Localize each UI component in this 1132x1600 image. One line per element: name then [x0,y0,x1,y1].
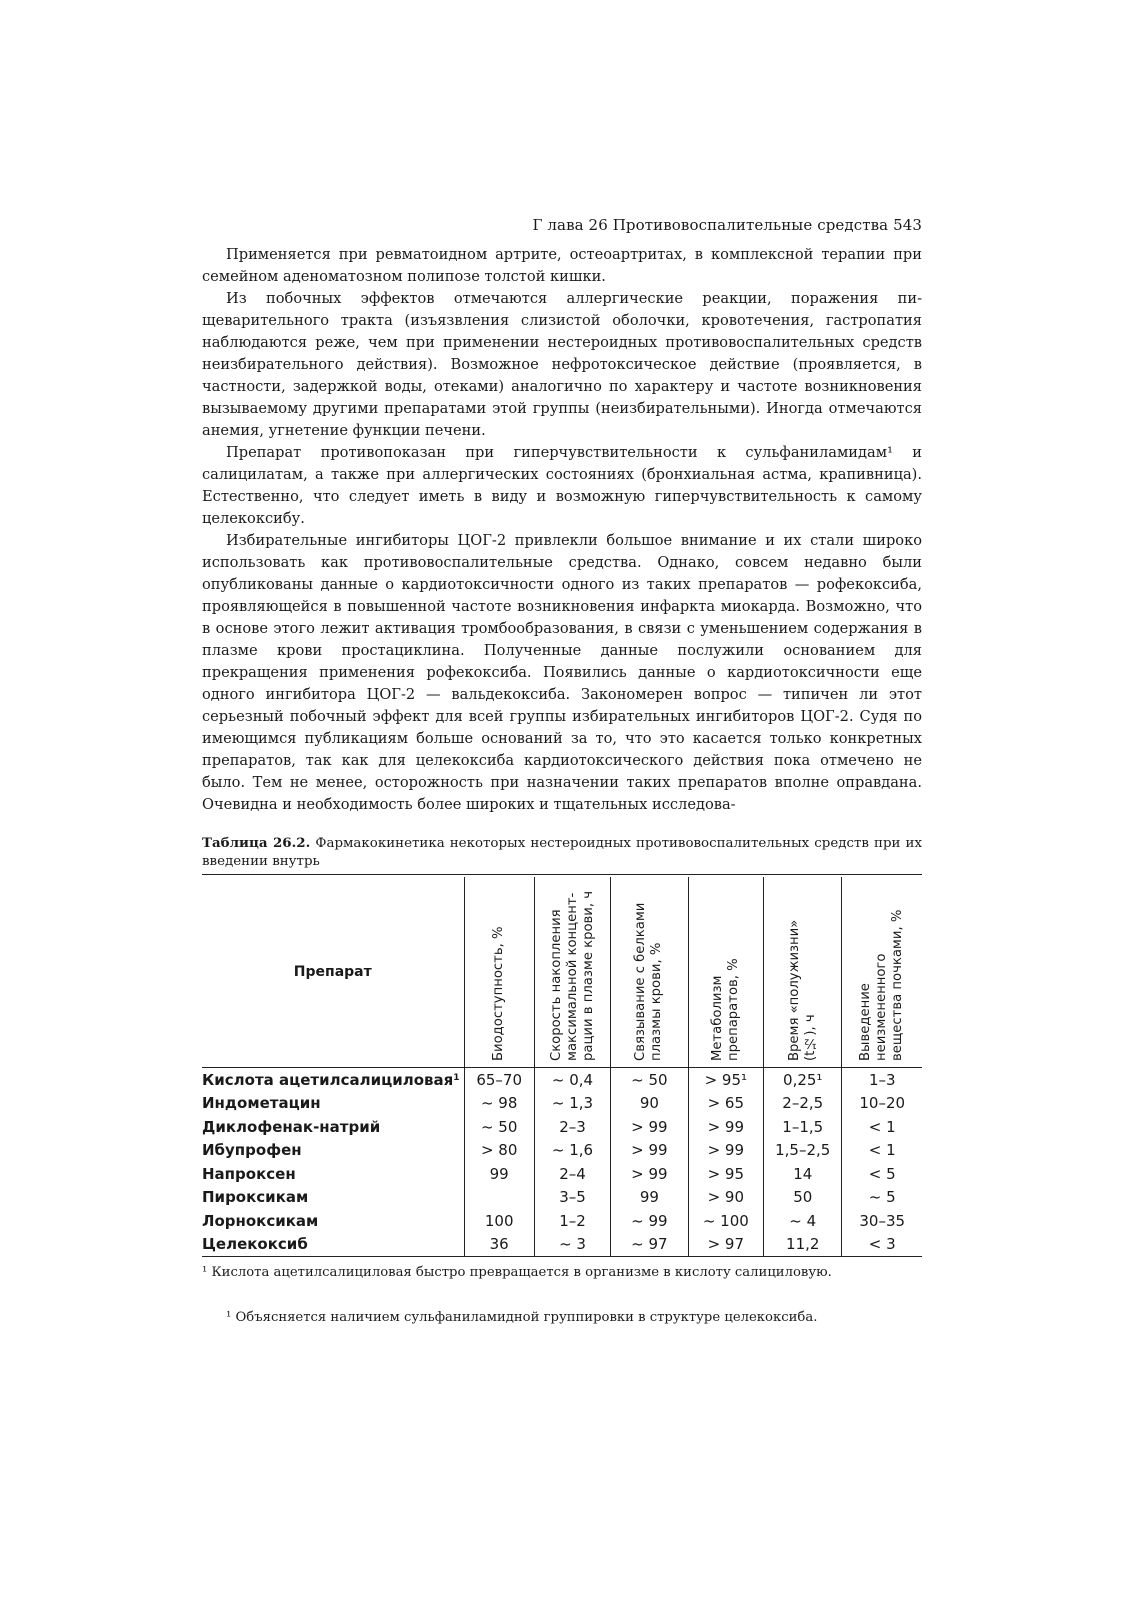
paragraph: Препарат противопоказан при гиперчувствительности к сульфаниламидам¹ и салицилатам, а также при аллергических состояниях (бронхиальная астма, крапивница). Естественно, что следует иметь в виду и возможную гиперчувствительность к самому целекоксибу. [202,444,922,527]
drug-name: Диклофенак-натрий [202,1117,381,1136]
table-row [202,1186,922,1210]
cell-protein-binding: > 99 [611,1162,688,1186]
cell-metabolism: ~ 100 [688,1209,763,1233]
cell-tmax: ~ 3 [534,1233,610,1257]
table-caption-label: Таблица 26.2. [202,835,311,851]
cell-protein-binding: ~ 50 [611,1068,688,1092]
cell-bioavailability: ~ 98 [464,1092,534,1116]
header-bioavailability [464,877,534,1068]
drug-name: Напроксен [202,1164,296,1183]
cell-protein-binding: 90 [611,1092,688,1116]
table-row [202,1115,922,1139]
cell-bioavailability [464,1186,534,1210]
header-label: Скорость накопления максимальной концент- рации в плазме крови, ч [548,890,596,1061]
header-label: Метаболизм препаратов, % [709,958,741,1061]
table-row [202,1068,922,1092]
paragraph: Применяется при ревматоидном артрите, остеоартритах, в комплексной терапии при семейном аденоматозном полипозе толстой кишки. [202,246,922,285]
cell-tmax: ~ 1,6 [534,1139,610,1163]
header-drug: Препарат [202,877,464,1068]
header-tmax [534,877,610,1068]
cell-metabolism: > 95 [688,1162,763,1186]
cell-metabolism: > 99 [688,1115,763,1139]
table-caption-text: Фармакокинетика некоторых нестероидных противовоспалительных средств при их введении внутрь [202,836,922,869]
cell-half-life: 50 [764,1186,842,1210]
cell-renal-excretion: < 1 [842,1115,922,1139]
cell-renal-excretion: 10–20 [842,1092,922,1116]
cell-protein-binding: ~ 97 [611,1233,688,1257]
cell-metabolism: > 99 [688,1139,763,1163]
drug-name: Пироксикам [202,1188,309,1207]
cell-metabolism: > 90 [688,1186,763,1210]
header-metabolism [688,877,763,1068]
cell-half-life: 11,2 [764,1233,842,1257]
header-label: Время «полужизни» (t½), ч [786,919,818,1061]
drug-name: Целекоксиб [202,1235,308,1254]
drug-name [202,1068,464,1092]
table-header-row [202,877,922,1068]
drug-name: Ибупрофен [202,1141,302,1160]
cell-tmax: 1–2 [534,1209,610,1233]
header-label: Выведение неизмененного вещества почками, % [858,909,906,1061]
cell-bioavailability: > 80 [464,1139,534,1163]
table-row [202,1139,922,1163]
cell-half-life: 14 [764,1162,842,1186]
cell-renal-excretion: < 1 [842,1139,922,1163]
cell-renal-excretion: 30–35 [842,1209,922,1233]
cell-metabolism: > 95¹ [688,1068,763,1092]
drug-name-text: Кислота ацетилсалициловая [202,1070,454,1089]
cell-renal-excretion: < 3 [842,1233,922,1257]
paragraph: Из побочных эффектов отмечаются аллергические реакции, поражения пищеварительного тракта (изъязвления слизистой оболочки, кровотечения, гастропатия наблюдаются реже, чем при применении нестероидных противовоспалительных средств неизбирательного действия). Возможное нефротоксическое действие (проявляется, в частности, задержкой воды, отеками) аналогично по характеру и частоте возникновения вызываемому другими препаратами этой группы (неизбирательными). Иногда отмечаются анемия, угнетение функции печени. [202,290,922,439]
page-footnote: ¹ Объясняется наличием сульфаниламидной группировки в структуре целекоксиба. [226,1310,818,1325]
cell-protein-binding: ~ 99 [611,1209,688,1233]
table-row [202,1233,922,1257]
header-protein-binding [611,877,688,1068]
header-renal-excretion [842,877,922,1068]
cell-bioavailability: 65–70 [464,1068,534,1092]
cell-bioavailability: ~ 50 [464,1115,534,1139]
cell-tmax: 2–3 [534,1115,610,1139]
cell-bioavailability: 36 [464,1233,534,1257]
cell-protein-binding: > 99 [611,1139,688,1163]
footnote-marker: 1 [453,1072,460,1083]
cell-renal-excretion: ~ 5 [842,1186,922,1210]
cell-tmax: ~ 0,4 [534,1068,610,1092]
cell-protein-binding: > 99 [611,1115,688,1139]
table-caption [202,834,922,875]
drug-name: Индометацин [202,1094,321,1113]
page-content [202,216,922,1325]
cell-bioavailability: 99 [464,1162,534,1186]
cell-half-life: ~ 4 [764,1209,842,1233]
cell-half-life: 2–2,5 [764,1092,842,1116]
cell-metabolism: > 97 [688,1233,763,1257]
running-head: Г лава 26 Противовоспалительные средства 543 [532,216,922,234]
cell-protein-binding: 99 [611,1186,688,1210]
header-label: Биодоступность, % [491,926,507,1061]
table-footnote: ¹ Кислота ацетилсалициловая быстро превращается в организме в кислоту салициловую. [202,1265,832,1280]
cell-half-life: 1–1,5 [764,1115,842,1139]
paragraph: Избирательные ингибиторы ЦОГ-2 привлекли большое внимание и их стали широко использовать как противовоспалительные средства. Однако, совсем недавно были опубликованы данные о кардиотоксичности одного из таких препаратов — рофекоксиба, проявляющейся в повышенной частоте возникновения инфаркта миокарда. Возможно, что в основе этого лежит активация тромбообразования, в связи с уменьшением содержания в плазме крови простациклина. Полученные данные послужили основанием для прекращения применения рофекоксиба. Появились данные о кардиотоксичности еще одного ингибитора ЦОГ-2 — вальдекоксиба. Закономерен вопрос — типичен ли этот серьезный побочный эффект для всей группы избирательных ингибиторов ЦОГ-2. Судя по имеющимся публикациям больше оснований за то, что это касается только конкретных препаратов, так как для целекоксиба кардиотоксического действия пока отмечено не было. Тем не менее, осторожность при назначении таких препаратов вполне оправдана. Очевидна и необходимость более широких и тщательных исследова- [202,532,922,813]
table-row [202,1162,922,1186]
table-row [202,1092,922,1116]
cell-renal-excretion: < 5 [842,1162,922,1186]
cell-bioavailability: 100 [464,1209,534,1233]
cell-half-life: 1,5–2,5 [764,1139,842,1163]
cell-tmax: 2–4 [534,1162,610,1186]
drug-name: Лорноксикам [202,1211,319,1230]
cell-metabolism: > 65 [688,1092,763,1116]
pharmacokinetics-table [202,877,922,1257]
table-row [202,1209,922,1233]
cell-half-life: 0,25¹ [764,1068,842,1092]
cell-tmax: 3–5 [534,1186,610,1210]
header-half-life [764,877,842,1068]
cell-tmax: ~ 1,3 [534,1092,610,1116]
cell-renal-excretion: 1–3 [842,1068,922,1092]
header-label: Связывание с белками плазмы крови, % [633,902,665,1061]
